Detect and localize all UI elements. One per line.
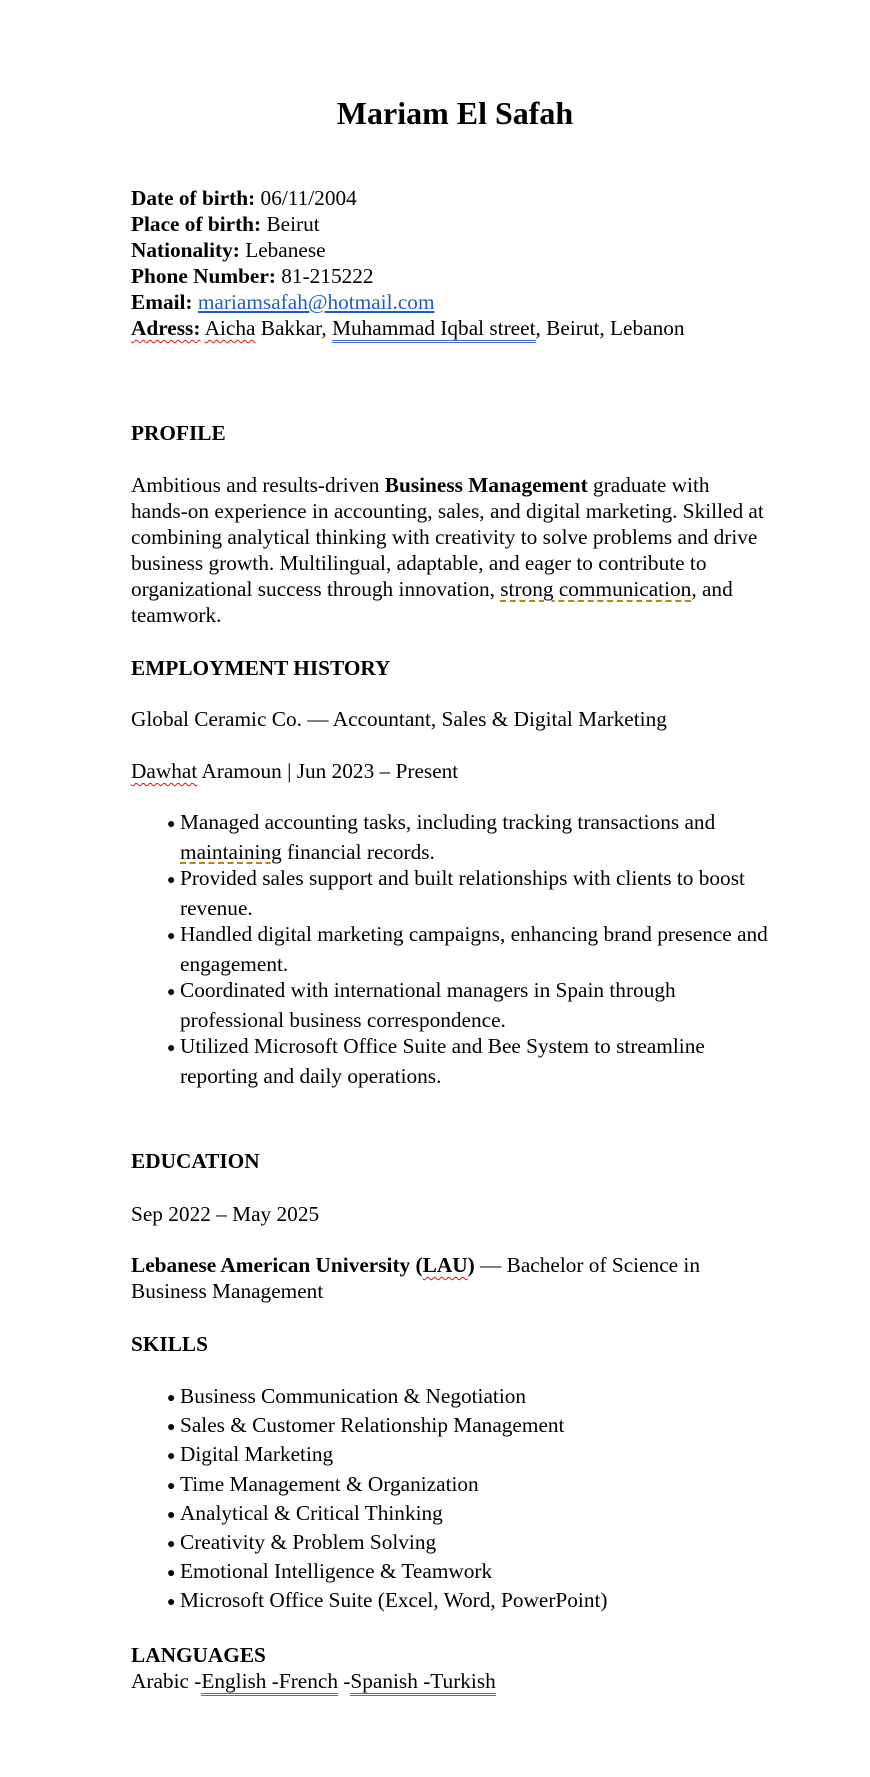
languages-flagged-group-2[interactable]: Spanish -Turkish: [350, 1669, 495, 1696]
bullet-icon: ●: [167, 1391, 176, 1406]
bullet-text: Handled digital marketing campaigns, enhancing brand presence and engagement.: [180, 922, 768, 976]
education-heading: EDUCATION: [131, 1149, 260, 1173]
list-item: [155, 865, 775, 921]
education-school: [131, 1252, 771, 1304]
bullet-text: Coordinated with international managers in Spain through professional business correspondence.: [180, 978, 676, 1032]
bullet-icon: ●: [167, 985, 176, 1000]
profile-bold-text: Business Management: [384, 473, 588, 497]
bullet-icon: ●: [167, 817, 176, 832]
address-label: Adress:: [131, 316, 201, 340]
skill-item: [155, 1587, 775, 1616]
bullet-icon: ●: [167, 1507, 176, 1523]
bullet-text-end: financial records.: [281, 839, 435, 864]
bullet-icon: ●: [167, 1478, 176, 1494]
skill-item: [155, 1500, 775, 1529]
skill-item: [155, 1558, 775, 1587]
bullet-text: Managed accounting tasks, including tracking transactions and: [180, 810, 716, 834]
degree: — Bachelor of Science in Business Management: [131, 1253, 700, 1303]
skill-text: Emotional Intelligence & Teamwork: [180, 1559, 493, 1584]
bullet-icon: ●: [167, 1420, 176, 1436]
profile-flagged-phrase[interactable]: strong communication: [500, 577, 692, 601]
address-street-flagged[interactable]: Muhammad Iqbal street: [332, 316, 535, 343]
dob-value: 06/11/2004: [260, 186, 357, 210]
skills-list: [155, 1383, 775, 1617]
dob-line: [131, 185, 357, 211]
skill-text: Microsoft Office Suite (Excel, Word, PowerPoint): [180, 1588, 608, 1613]
profile-text-cont: graduate with hands-on experience in accounting, sales, and digital marketing. Skilled at combining analytical thinking with creativity to solve problems and drive business growth. Multilingual, adaptable, and eager to contribute to organizational success through innovation,: [131, 473, 764, 601]
skill-text: Analytical & Critical Thinking: [180, 1500, 443, 1525]
skill-item: [155, 1529, 775, 1558]
languages-heading: LANGUAGES: [131, 1643, 266, 1667]
bullet-icon: ●: [167, 1537, 176, 1553]
bullet-icon: ●: [167, 873, 176, 888]
profile-heading: PROFILE: [131, 421, 226, 445]
skill-item: [155, 1412, 775, 1441]
list-item: [155, 1033, 775, 1089]
pob-line: [131, 211, 320, 237]
school-abbrev-flagged[interactable]: LAU: [422, 1253, 468, 1277]
job-location-dates: [131, 758, 458, 784]
bullet-text: Provided sales support and built relationships with clients to boost revenue.: [180, 866, 745, 920]
address-line: [131, 315, 685, 341]
list-item: [155, 809, 775, 865]
school-name-end: ): [467, 1253, 475, 1277]
bullet-text: Utilized Microsoft Office Suite and Bee System to streamline reporting and daily operations.: [180, 1034, 705, 1088]
profile-text-end: , and teamwork.: [131, 577, 733, 627]
pob-value: Beirut: [266, 212, 320, 236]
nationality-label: Nationality:: [131, 238, 240, 262]
dob-label: Date of birth:: [131, 186, 256, 210]
phone-line: [131, 263, 374, 289]
nationality-value: Lebanese: [245, 238, 326, 262]
bullet-icon: ●: [167, 929, 176, 944]
skill-item: [155, 1441, 775, 1470]
location-flagged-word[interactable]: Dawhat: [131, 759, 198, 783]
skill-text: Digital Marketing: [180, 1442, 334, 1467]
list-item: [155, 921, 775, 977]
skill-text: Creativity & Problem Solving: [180, 1530, 437, 1555]
skill-text: Business Communication & Negotiation: [180, 1384, 527, 1408]
phone-label: Phone Number:: [131, 264, 276, 288]
bullet-icon: ●: [167, 1566, 176, 1582]
address-city: , Beirut, Lebanon: [535, 316, 685, 340]
skill-text: Sales & Customer Relationship Management: [180, 1413, 565, 1438]
email-label: Email:: [131, 290, 193, 314]
candidate-name: Mariam El Safah: [336, 95, 574, 131]
phone-value: 81-215222: [281, 264, 374, 288]
profile-paragraph: [131, 472, 771, 628]
address-flagged-word[interactable]: Aicha: [204, 316, 256, 340]
bullet-icon: ●: [167, 1449, 176, 1465]
profile-text: Ambitious and results-driven: [131, 473, 385, 497]
bullet-icon: ●: [167, 1041, 176, 1056]
language-separator: -: [338, 1669, 351, 1693]
email-link[interactable]: mariamsafah@hotmail.com: [197, 290, 435, 314]
bullet-icon: ●: [167, 1595, 176, 1611]
skills-heading: SKILLS: [131, 1332, 208, 1356]
school-name: Lebanese American University (: [131, 1253, 423, 1277]
employment-heading: EMPLOYMENT HISTORY: [131, 656, 391, 680]
employment-bullets: [155, 809, 775, 1089]
email-line: [131, 289, 435, 315]
list-item: [155, 977, 775, 1033]
address-text: Bakkar,: [255, 316, 333, 340]
education-dates: Sep 2022 – May 2025: [131, 1202, 320, 1226]
skill-text: Time Management & Organization: [180, 1471, 479, 1496]
pob-label: Place of birth:: [131, 212, 262, 236]
bullet-flagged-word[interactable]: maintaining: [180, 839, 282, 864]
job-title: Global Ceramic Co. — Accountant, Sales & Digital Marketing: [131, 707, 667, 731]
languages-line: [131, 1668, 496, 1694]
skill-item: [155, 1471, 775, 1500]
skill-item: [155, 1383, 775, 1412]
language-arabic: Arabic -: [131, 1669, 202, 1693]
nationality-line: [131, 237, 326, 263]
location-dates: Aramoun | Jun 2023 – Present: [197, 759, 459, 783]
languages-flagged-group-1[interactable]: English -French: [201, 1669, 338, 1696]
